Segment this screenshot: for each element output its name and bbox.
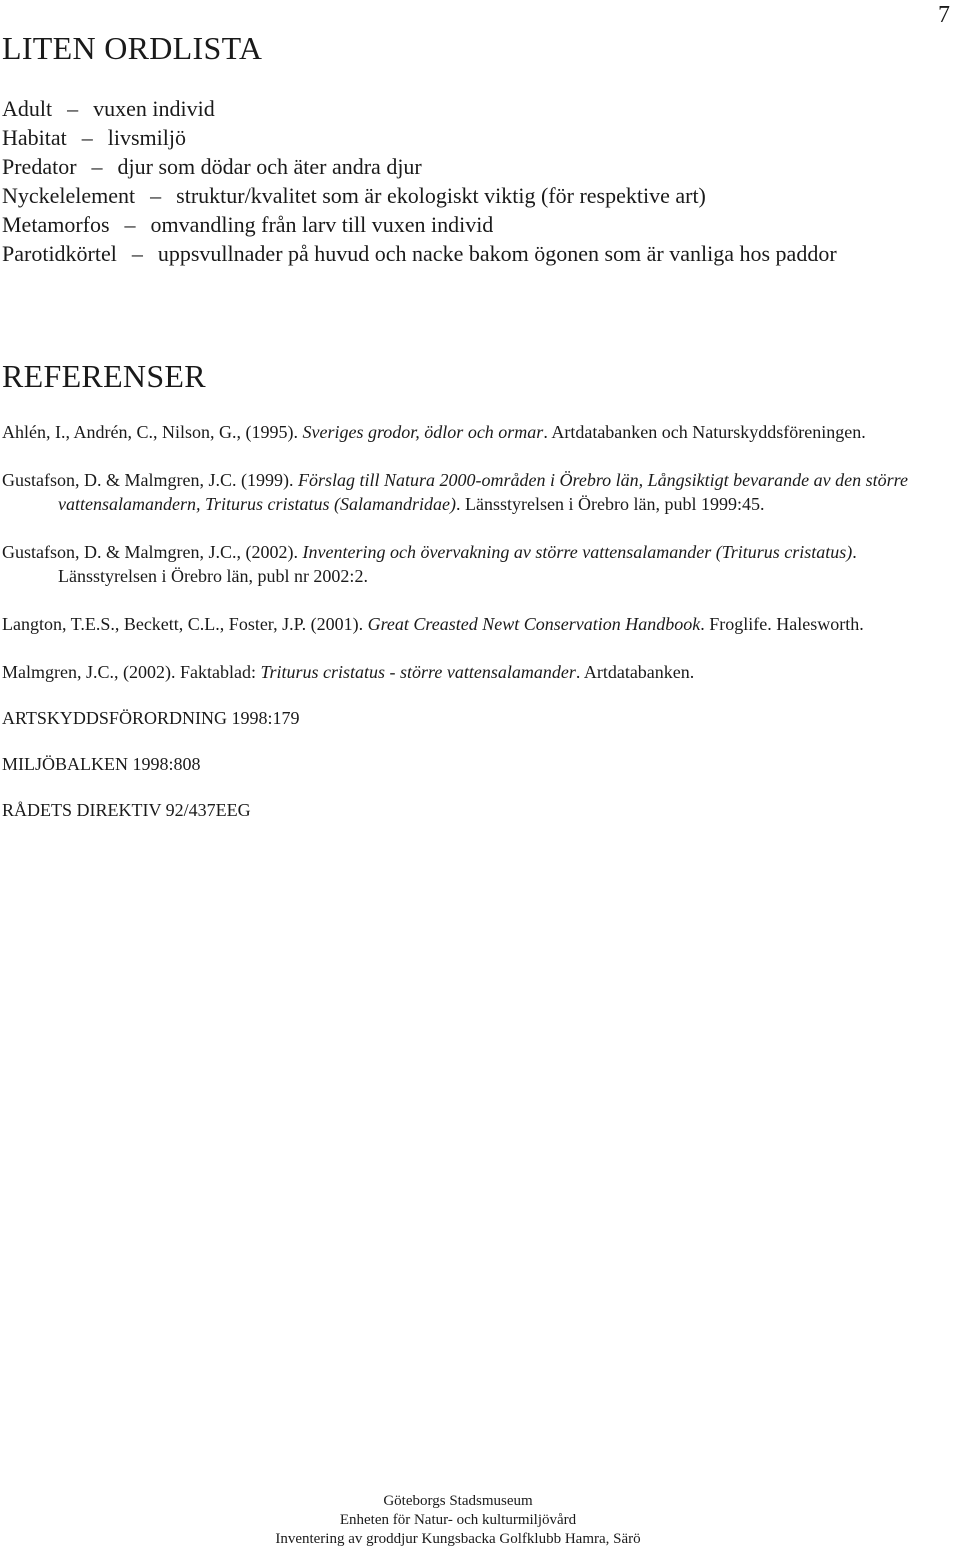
glossary-term: Habitat — [2, 125, 67, 150]
glossary-definition: struktur/kvalitet som är ekologiskt viktig (för respektive art) — [176, 183, 706, 208]
reference-publisher: . Länsstyrelsen i Örebro län, publ nr 2002:2. — [58, 542, 857, 586]
glossary-item — [2, 210, 837, 239]
glossary-dash: – — [91, 154, 103, 179]
references-heading: REFERENSER — [2, 358, 206, 394]
glossary-item — [2, 94, 837, 123]
reference-authors: Malmgren, J.C., (2002). Faktablad: — [2, 662, 261, 682]
references-list — [2, 420, 922, 822]
law-reference: MILJÖBALKEN 1998:808 — [2, 754, 201, 774]
reference-publisher: . Artdatabanken och Naturskyddsföreningen. — [543, 422, 866, 442]
glossary-item — [2, 123, 837, 152]
reference-title: Triturus cristatus - större vattensalamander — [260, 662, 576, 682]
glossary-definition: vuxen individ — [93, 96, 215, 121]
glossary-item — [2, 181, 837, 210]
footer-report-title: Inventering av groddjur Kungsbacka Golfklubb Hamra, Särö — [275, 1531, 641, 1547]
glossary-dash: – — [81, 125, 93, 150]
glossary-dash: – — [67, 96, 79, 121]
reference-authors: Langton, T.E.S., Beckett, C.L., Foster, J.P. (2001). — [2, 614, 368, 634]
glossary-term: Nyckelelement — [2, 183, 136, 208]
reference-entry — [2, 468, 922, 516]
reference-entry — [2, 420, 922, 444]
reference-authors: Ahlén, I., Andrén, C., Nilson, G., (1995). — [2, 422, 303, 442]
glossary-term: Adult — [2, 96, 53, 121]
glossary-term: Predator — [2, 154, 77, 179]
glossary-definition: uppsvullnader på huvud och nacke bakom ögonen som är vanliga hos paddor — [157, 241, 837, 266]
glossary-list — [2, 94, 837, 268]
glossary-definition: omvandling från larv till vuxen individ — [150, 212, 494, 237]
page-footer — [0, 1492, 916, 1549]
glossary-dash: – — [150, 183, 162, 208]
law-reference: RÅDETS DIREKTIV 92/437EEG — [2, 800, 251, 820]
reference-publisher: . Länsstyrelsen i Örebro län, publ 1999:45. — [456, 494, 765, 514]
reference-entry — [2, 612, 922, 636]
reference-entry — [2, 540, 922, 588]
reference-title: Great Creasted Newt Conservation Handbook — [367, 614, 701, 634]
reference-title: Förslag till Natura 2000-områden i Örebro län, Långsiktigt bevarande av den större vattensalamandern, Triturus cristatus (Salamandridae) — [58, 470, 908, 514]
glossary-heading: LITEN ORDLISTA — [2, 30, 263, 66]
footer-museum: Göteborgs Stadsmuseum — [383, 1493, 533, 1509]
glossary-definition: livsmiljö — [107, 125, 187, 150]
reference-title: Sveriges grodor, ödlor och ormar — [302, 422, 544, 442]
glossary-dash: – — [131, 241, 143, 266]
footer-department: Enheten för Natur- och kulturmiljövård — [339, 1512, 577, 1528]
reference-authors: Gustafson, D. & Malmgren, J.C., (2002). — [2, 542, 303, 562]
reference-publisher: . Froglife. Halesworth. — [700, 614, 864, 634]
glossary-definition: djur som dödar och äter andra djur — [117, 154, 422, 179]
reference-publisher: . Artdatabanken. — [575, 662, 695, 682]
page-number: 7 — [938, 2, 950, 28]
reference-title: Inventering och övervakning av större vattensalamander (Triturus cristatus) — [302, 542, 853, 562]
law-reference: ARTSKYDDSFÖRORDNING 1998:179 — [2, 708, 300, 728]
reference-entry — [2, 660, 922, 684]
glossary-term: Parotidkörtel — [2, 241, 117, 266]
glossary-term: Metamorfos — [2, 212, 110, 237]
glossary-dash: – — [124, 212, 136, 237]
glossary-item — [2, 152, 837, 181]
reference-authors: Gustafson, D. & Malmgren, J.C. (1999). — [2, 470, 298, 490]
glossary-item — [2, 239, 837, 268]
